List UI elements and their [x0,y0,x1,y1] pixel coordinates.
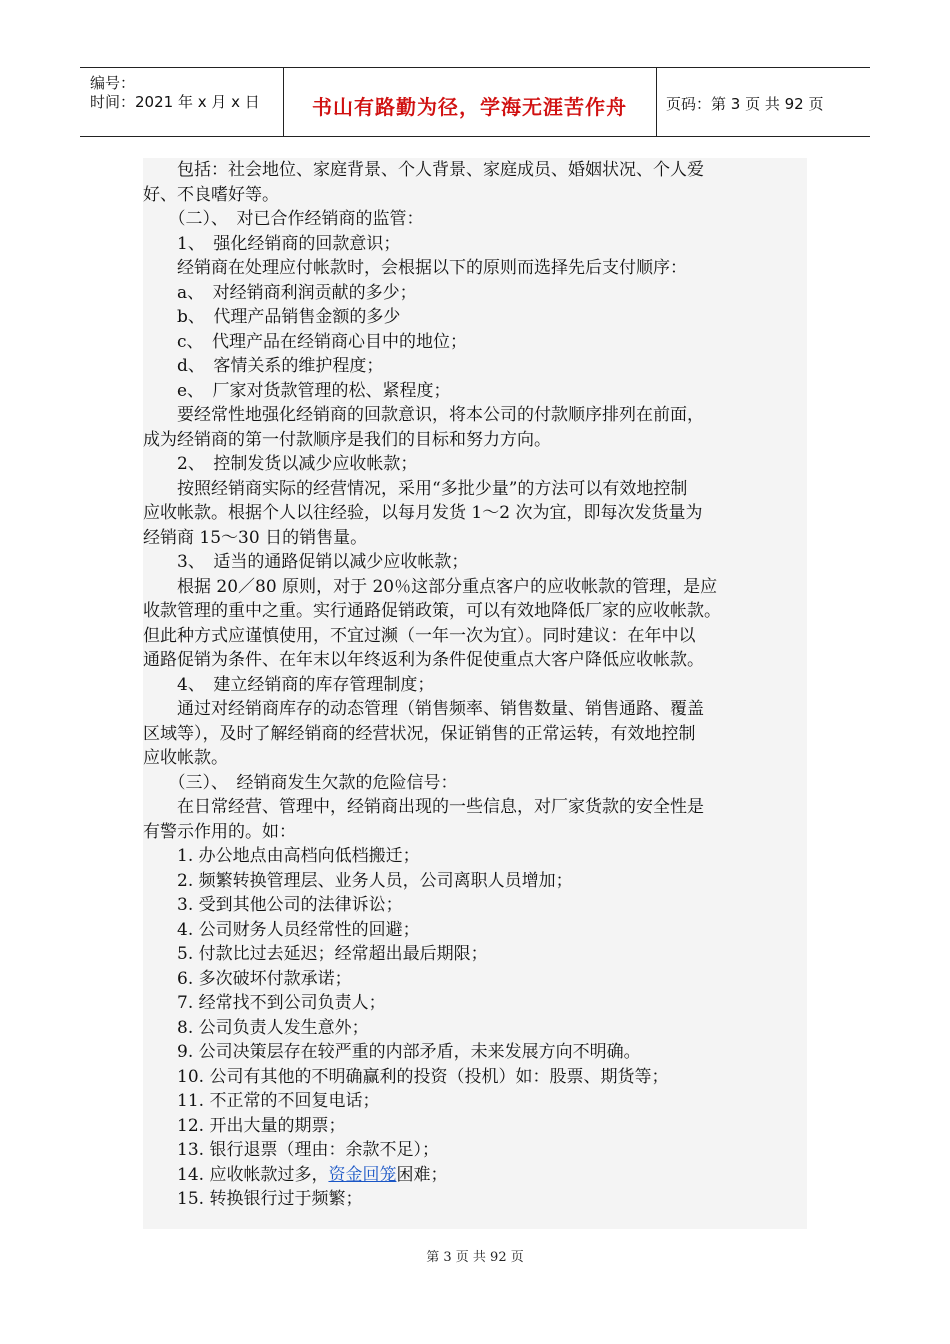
document-body [143,158,807,1229]
page-footer: 第 3 页 共 92 页 [426,1250,524,1265]
body-line: 7. 经常找不到公司负责人； [143,993,386,1013]
body-line: 1. 办公地点由高档向低档搬迁； [143,846,420,866]
body-line: 4、 建立经销商的库存管理制度； [143,674,435,695]
line14-tail: 困难； [396,1164,448,1185]
body-line: a、 对经销商利润贡献的多少； [143,282,417,303]
body-line: 好、不良嗜好等。 [143,184,279,205]
body-line: 应收帐款。 [143,748,228,768]
body-line: 3、 适当的通路促销以减少应收帐款； [143,552,469,572]
body-line: 10. 公司有其他的不明确赢利的投资（投机）如：股票、期货等； [143,1066,669,1087]
body-line: 经销商 15～30 日的销售量。 [143,527,368,548]
motto-text: 书山有路勤为径，学海无涯苦作舟 [312,95,627,119]
document-date-label: 时间：2021 年 x 月 x 日 [90,93,260,111]
body-line: 3. 受到其他公司的法律诉讼； [143,895,403,915]
body-line: 要经常性地强化经销商的回款意识，将本公司的付款顺序排列在前面， [143,405,704,425]
body-line: d、 客情关系的维护程度； [143,356,384,376]
body-line: （二）、 对已合作经销商的监管： [143,209,424,229]
line14-text: 14. 应收帐款过多， [143,1164,329,1185]
page-number-info: 页码：第 3 页 共 92 页 [666,95,824,113]
body-line: 2、 控制发货以减少应收帐款； [143,454,418,474]
body-line: 应收帐款。根据个人以往经验，以每月发货 1～2 次为宜，即每次发货量为 [143,503,703,523]
document-number-label: 编号： [90,74,136,92]
body-line: 2. 频繁转换管理层、业务人员，公司离职人员增加； [143,870,573,891]
page-header [80,67,870,137]
body-line: 6. 多次破坏付款承诺； [143,968,352,989]
body-line: 成为经销商的第一付款顺序是我们的目标和努力方向。 [143,429,551,450]
capital-return-link[interactable]: 资金回笼 [328,1164,397,1185]
body-line-14 [143,1163,447,1187]
body-line: 8. 公司负责人发生意外； [143,1017,369,1038]
body-line: e、 厂家对货款管理的松、紧程度； [143,380,451,401]
body-line: 收款管理的重中之重。实行通路促销政策，可以有效地降低厂家的应收帐款。 [143,601,721,621]
body-line: 经销商在处理应付帐款时，会根据以下的原则而选择先后支付顺序： [143,258,687,278]
body-line: 但此种方式应谨慎使用，不宜过濒（一年一次为宜）。同时建议：在年中以 [143,625,696,646]
header-motto-cell [283,68,657,136]
body-line: 包括：社会地位、家庭背景、个人背景、家庭成员、婚姻状况、个人爱 [143,160,704,180]
body-line: 在日常经营、管理中，经销商出现的一些信息，对厂家货款的安全性是 [143,797,704,817]
body-line: 11. 不正常的不回复电话； [143,1091,380,1111]
body-line: 13. 银行退票（理由：余款不足）； [143,1140,439,1160]
body-line: 5. 付款比过去延迟；经常超出最后期限； [143,944,488,964]
body-line: 区域等），及时了解经销商的经营状况，保证销售的正常运转，有效地控制 [143,723,696,744]
body-line: b、 代理产品销售金额的多少 [143,307,401,327]
body-line: （三）、 经销商发生欠款的危险信号： [143,772,458,793]
body-line: 根据 20／80 原则，对于 20％这部分重点客户的应收帐款的管理，是应 [143,576,718,597]
body-line: 通过对经销商库存的动态管理（销售频率、销售数量、销售通路、覆盖 [143,699,704,719]
body-line-15: 15. 转换银行过于频繁； [143,1189,363,1209]
body-line: c、 代理产品在经销商心目中的地位； [143,331,468,352]
body-line: 4. 公司财务人员经常性的回避； [143,919,420,940]
header-page-cell [656,68,870,136]
body-line: 9. 公司决策层存在较严重的内部矛盾，未来发展方向不明确。 [143,1042,641,1062]
body-line: 1、 强化经销商的回款意识； [143,233,401,254]
header-meta-cell [80,68,284,136]
body-line: 按照经销商实际的经营情况，采用“多批少量”的方法可以有效地控制 [143,478,688,499]
body-line: 12. 开出大量的期票； [143,1115,346,1136]
body-line: 通路促销为条件、在年末以年终返利为条件促使重点大客户降低应收帐款。 [143,650,704,670]
body-line: 有警示作用的。如： [143,821,296,842]
